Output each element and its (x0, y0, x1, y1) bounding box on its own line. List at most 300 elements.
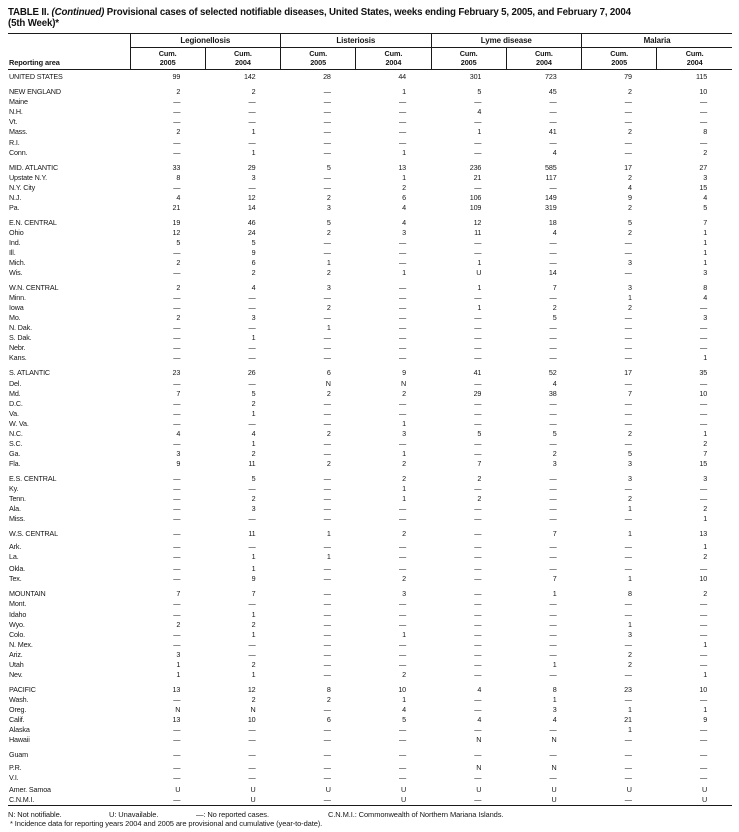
territory-row (8, 745, 732, 760)
case-count-cell: — (398, 762, 407, 772)
notifiable-diseases-table (8, 33, 732, 807)
case-count-cell: 1 (326, 551, 331, 561)
case-count-cell: — (624, 564, 632, 574)
case-count-cell: 2 (703, 504, 708, 514)
reporting-area-cell: S.C. (9, 438, 23, 448)
case-count-cell: 7 (251, 589, 256, 599)
case-count-cell: — (700, 735, 708, 745)
case-count-cell: — (323, 473, 331, 483)
case-count-cell: — (173, 772, 181, 782)
case-count-cell: — (474, 353, 482, 363)
case-count-cell: 2 (326, 428, 331, 438)
case-count-cell: 2 (627, 303, 632, 313)
state-row (8, 173, 732, 183)
table-header (8, 33, 732, 69)
case-count-cell: 319 (545, 202, 557, 212)
case-count-cell: — (474, 147, 482, 157)
case-count-cell: — (173, 564, 181, 574)
territory-row (8, 795, 732, 806)
case-count-cell: 6 (326, 714, 331, 724)
case-count-cell: — (700, 750, 708, 760)
case-count-cell: 6 (402, 192, 407, 202)
state-row (8, 303, 732, 313)
case-count-cell: 109 (469, 202, 482, 212)
cum-year-header: Cum. 2005 (431, 47, 506, 69)
case-count-cell: 2 (627, 659, 632, 669)
case-count-cell: — (248, 303, 256, 313)
state-row (8, 138, 732, 148)
case-count-cell: — (549, 564, 557, 574)
state-row (8, 705, 732, 715)
case-count-cell: — (248, 772, 256, 782)
case-count-cell: U (702, 785, 708, 795)
case-count-cell: — (700, 762, 708, 772)
case-count-cell: — (173, 343, 181, 353)
reporting-area-cell: Mo. (9, 313, 21, 323)
case-count-cell: — (398, 504, 407, 514)
case-count-cell: 4 (703, 293, 708, 303)
case-count-cell: 2 (326, 303, 331, 313)
case-count-cell: 10 (699, 684, 708, 694)
reporting-area-cell: N. Dak. (9, 323, 32, 333)
case-count-cell: 3 (703, 313, 708, 323)
case-count-cell: — (248, 107, 256, 117)
case-count-cell: U (250, 785, 256, 795)
case-count-cell: — (173, 418, 181, 428)
case-count-cell: — (173, 408, 181, 418)
case-count-cell: 2 (251, 448, 256, 458)
case-count-cell: 7 (703, 217, 708, 227)
case-count-cell: 1 (251, 408, 256, 418)
case-count-cell: 14 (548, 268, 557, 278)
case-count-cell: — (248, 639, 256, 649)
state-row (8, 439, 732, 449)
case-count-cell: — (323, 107, 331, 117)
case-count-cell: — (624, 694, 632, 704)
case-count-cell: 1 (703, 428, 708, 438)
case-count-cell: 3 (627, 629, 632, 639)
case-count-cell: 1 (251, 147, 256, 157)
case-count-cell: 4 (402, 202, 407, 212)
case-count-cell: — (248, 378, 256, 388)
case-count-cell: 10 (699, 574, 708, 584)
case-count-cell: — (323, 629, 331, 639)
reporting-area-cell: V.I. (9, 772, 19, 782)
case-count-cell: — (398, 639, 407, 649)
case-count-cell: 2 (176, 87, 181, 97)
case-count-cell: 1 (477, 283, 482, 293)
case-count-cell: — (398, 514, 407, 524)
reporting-area-cell: Mich. (9, 258, 26, 268)
case-count-cell: 41 (473, 368, 482, 378)
case-count-cell: — (474, 514, 482, 524)
case-count-cell: — (173, 574, 181, 584)
case-count-cell: — (474, 378, 482, 388)
case-count-cell: — (173, 268, 181, 278)
case-count-cell: — (624, 408, 632, 418)
case-count-cell: — (700, 629, 708, 639)
state-row (8, 735, 732, 745)
state-row (8, 343, 732, 353)
case-count-cell: 24 (247, 227, 256, 237)
territory-row (8, 783, 732, 796)
case-count-cell: — (323, 795, 331, 805)
case-count-cell: — (398, 408, 407, 418)
reporting-area-cell: Ind. (9, 237, 21, 247)
case-count-cell: — (474, 609, 482, 619)
reporting-area-cell: Md. (9, 388, 21, 398)
case-count-cell: — (323, 182, 331, 192)
case-count-cell: 2 (703, 551, 708, 561)
state-row (8, 494, 732, 504)
case-count-cell: — (549, 323, 557, 333)
case-count-cell: 1 (251, 564, 256, 574)
case-count-cell: — (173, 378, 181, 388)
case-count-cell: — (624, 514, 632, 524)
case-count-cell: — (474, 137, 482, 147)
case-count-cell: — (398, 323, 407, 333)
reporting-area-cell: Hawaii (9, 735, 30, 745)
footnote-legend (8, 810, 733, 819)
case-count-cell: — (173, 107, 181, 117)
case-count-cell: 15 (699, 458, 708, 468)
case-count-cell: 2 (251, 694, 256, 704)
case-count-cell: 2 (402, 473, 407, 483)
case-count-cell: 1 (627, 725, 632, 735)
case-count-cell: — (474, 659, 482, 669)
case-count-cell: — (173, 762, 181, 772)
case-count-cell: — (474, 599, 482, 609)
case-count-cell: 10 (247, 714, 256, 724)
case-count-cell: — (549, 619, 557, 629)
footnote-legend-item: U: Unavailable. (109, 810, 159, 820)
group-header-lyme-disease: Lyme disease (431, 33, 582, 47)
case-count-cell: — (700, 484, 708, 493)
case-count-cell: — (624, 609, 632, 619)
case-count-cell: — (323, 353, 331, 363)
case-count-cell: 8 (627, 589, 632, 599)
case-count-cell: — (624, 313, 632, 323)
case-count-cell: — (173, 599, 181, 609)
case-count-cell: — (248, 97, 256, 107)
case-count-cell: 1 (251, 551, 256, 561)
case-count-cell: N (476, 762, 482, 772)
case-count-cell: — (398, 237, 407, 247)
case-count-cell: — (323, 343, 331, 353)
table-title-rest: Provisional cases of selected notifiable diseases, United States, weeks ending February 5, 2005, and February 7, 2004 (104, 7, 631, 18)
case-count-cell: — (323, 237, 331, 247)
case-count-cell: — (323, 494, 331, 504)
case-count-cell: — (549, 117, 557, 127)
case-count-cell: — (474, 639, 482, 649)
case-count-cell: — (474, 343, 482, 353)
case-count-cell: 10 (699, 87, 708, 97)
cum-year-header: Cum. 2005 (582, 47, 657, 69)
case-count-cell: — (248, 762, 256, 772)
case-count-cell: 4 (477, 684, 482, 694)
case-count-cell: — (624, 117, 632, 127)
case-count-cell: — (474, 772, 482, 782)
case-count-cell: — (173, 735, 181, 745)
case-count-cell: — (173, 147, 181, 157)
case-count-cell: — (624, 484, 632, 493)
case-count-cell: — (474, 725, 482, 735)
case-count-cell: — (624, 772, 632, 782)
group-header-malaria: Malaria (582, 33, 733, 47)
state-row (8, 107, 732, 117)
case-count-cell: — (549, 599, 557, 609)
case-count-cell: 9 (251, 574, 256, 584)
case-count-cell: 2 (402, 669, 407, 679)
reporting-area-cell: P.R. (9, 762, 22, 772)
case-count-cell: — (549, 398, 557, 408)
case-count-cell: 3 (627, 258, 632, 268)
case-count-cell: 3 (326, 283, 331, 293)
case-count-cell: 12 (247, 684, 256, 694)
case-count-cell: — (624, 541, 632, 551)
case-count-cell: 2 (402, 529, 407, 539)
case-count-cell: 8 (552, 684, 557, 694)
reporting-area-cell: Nev. (9, 669, 23, 679)
reporting-area-cell: N. Mex. (9, 639, 33, 649)
case-count-cell: 18 (548, 217, 557, 227)
case-count-cell: N (325, 378, 331, 388)
reporting-area-cell: Upstate N.Y. (9, 172, 48, 182)
case-count-cell: — (173, 473, 181, 483)
case-count-cell: 9 (176, 458, 181, 468)
case-count-cell: 8 (326, 684, 331, 694)
case-count-cell: 2 (251, 494, 256, 504)
reporting-area-cell: Amer. Samoa (9, 785, 51, 795)
case-count-cell: 3 (627, 283, 632, 293)
case-count-cell: 3 (627, 473, 632, 483)
case-count-cell: 2 (627, 127, 632, 137)
case-count-cell: — (398, 619, 407, 629)
reporting-area-cell: Mass. (9, 127, 28, 137)
case-count-cell: — (624, 378, 632, 388)
case-count-cell: 5 (627, 448, 632, 458)
case-count-cell: 1 (402, 694, 407, 704)
state-row (8, 562, 732, 575)
case-count-cell: 142 (243, 72, 256, 82)
case-count-cell: — (700, 564, 708, 574)
case-count-cell: — (700, 725, 708, 735)
case-count-cell: — (549, 514, 557, 524)
reporting-area-cell: Alaska (9, 725, 30, 735)
case-count-cell: — (474, 589, 482, 599)
case-count-cell: 723 (545, 72, 557, 82)
region-row (8, 213, 732, 228)
reporting-area-cell: S. ATLANTIC (9, 368, 50, 378)
case-count-cell: 99 (172, 72, 181, 82)
case-count-cell: 1 (552, 694, 557, 704)
case-count-cell: — (624, 343, 632, 353)
case-count-cell: 1 (176, 659, 181, 669)
state-row (8, 514, 732, 524)
reporting-area-cell: N.Y. City (9, 182, 36, 192)
case-count-cell: 1 (703, 237, 708, 247)
reporting-area-cell: Okla. (9, 564, 26, 574)
case-count-cell: — (549, 343, 557, 353)
case-count-cell: 2 (627, 87, 632, 97)
case-count-cell: 3 (326, 202, 331, 212)
case-count-cell: — (248, 514, 256, 524)
case-count-cell: 1 (627, 529, 632, 539)
case-count-cell: — (474, 438, 482, 448)
case-count-cell: 1 (251, 629, 256, 639)
case-count-cell: 2 (703, 589, 708, 599)
state-row (8, 670, 732, 680)
state-row (8, 353, 732, 363)
reporting-area-cell: MOUNTAIN (9, 589, 46, 599)
state-row (8, 695, 732, 705)
case-count-cell: 29 (247, 162, 256, 172)
case-count-cell: — (248, 293, 256, 303)
case-count-cell: 6 (326, 368, 331, 378)
case-count-cell: 4 (251, 283, 256, 293)
case-count-cell: — (549, 669, 557, 679)
case-count-cell: 46 (247, 217, 256, 227)
case-count-cell: N (250, 704, 256, 714)
case-count-cell: 17 (624, 162, 632, 172)
state-row (8, 117, 732, 127)
case-count-cell: — (474, 484, 482, 493)
case-count-cell: — (624, 762, 632, 772)
case-count-cell: 7 (552, 283, 557, 293)
case-count-cell: U (400, 795, 407, 805)
case-count-cell: — (624, 97, 632, 107)
reporting-area-cell: N.J. (9, 192, 22, 202)
case-count-cell: 301 (469, 72, 482, 82)
case-count-cell: — (248, 649, 256, 659)
case-count-cell: 4 (251, 428, 256, 438)
us-total-row (8, 70, 732, 83)
case-count-cell: 7 (477, 458, 482, 468)
case-count-cell: 2 (402, 574, 407, 584)
case-count-cell: — (173, 551, 181, 561)
case-count-cell: — (549, 541, 557, 551)
case-count-cell: — (624, 551, 632, 561)
case-count-cell: — (173, 117, 181, 127)
table-title-continued: (Continued) (51, 7, 105, 18)
case-count-cell: 3 (703, 172, 708, 182)
state-row (8, 389, 732, 399)
case-count-cell: — (474, 182, 482, 192)
case-count-cell: — (700, 343, 708, 353)
case-count-cell: 5 (402, 714, 407, 724)
case-count-cell: — (549, 97, 557, 107)
reporting-area-cell: Wyo. (9, 619, 25, 629)
case-count-cell: — (323, 589, 331, 599)
case-count-cell: — (248, 725, 256, 735)
reporting-area-cell: Calif. (9, 714, 25, 724)
case-count-cell: — (323, 448, 331, 458)
case-count-cell: 8 (176, 172, 181, 182)
case-count-cell: — (248, 343, 256, 353)
case-count-cell: 1 (627, 619, 632, 629)
reporting-area-cell: N.H. (9, 107, 23, 117)
reporting-area-cell: Guam (9, 750, 28, 760)
case-count-cell: — (624, 438, 632, 448)
case-count-cell: N (175, 704, 181, 714)
case-count-cell: 3 (627, 458, 632, 468)
case-count-cell: — (173, 750, 181, 760)
case-count-cell: — (624, 137, 632, 147)
state-row (8, 379, 732, 389)
case-count-cell: 27 (699, 162, 708, 172)
cum-year-header: Cum. 2005 (281, 47, 356, 69)
reporting-area-cell: Ark. (9, 541, 22, 551)
reporting-area-cell: MID. ATLANTIC (9, 162, 59, 172)
case-count-cell: — (398, 599, 407, 609)
case-count-cell: — (700, 772, 708, 782)
reporting-area-cell: Colo. (9, 629, 26, 639)
case-count-cell: U (551, 785, 557, 795)
case-count-cell: 4 (402, 704, 407, 714)
case-count-cell: — (323, 398, 331, 408)
case-count-cell: 9 (627, 192, 632, 202)
case-count-cell: 3 (251, 313, 256, 323)
reporting-area-cell: E.S. CENTRAL (9, 473, 57, 483)
case-count-cell: — (624, 735, 632, 745)
case-count-cell: 2 (627, 494, 632, 504)
case-count-cell: 3 (251, 172, 256, 182)
state-row (8, 127, 732, 137)
case-count-cell: — (398, 353, 407, 363)
case-count-cell: U (551, 795, 557, 805)
case-count-cell: 12 (172, 227, 181, 237)
case-count-cell: 9 (251, 247, 256, 257)
region-row (8, 363, 732, 378)
state-row (8, 429, 732, 439)
case-count-cell: — (323, 97, 331, 107)
case-count-cell: — (474, 704, 482, 714)
case-count-cell: 5 (176, 237, 181, 247)
table-title-line1 (8, 7, 733, 18)
case-count-cell: 5 (552, 313, 557, 323)
case-count-cell: 149 (545, 192, 557, 202)
case-count-cell: — (323, 408, 331, 418)
state-row (8, 630, 732, 640)
case-count-cell: 1 (402, 268, 407, 278)
case-count-cell: U (476, 268, 482, 278)
case-count-cell: 3 (402, 589, 407, 599)
case-count-cell: — (549, 639, 557, 649)
case-count-cell: 2 (703, 147, 708, 157)
case-count-cell: — (624, 669, 632, 679)
case-count-cell: 28 (323, 72, 331, 82)
case-count-cell: — (474, 448, 482, 458)
case-count-cell: — (624, 398, 632, 408)
case-count-cell: 2 (477, 473, 482, 483)
reporting-area-cell: Conn. (9, 147, 28, 157)
case-count-cell: 3 (552, 704, 557, 714)
case-count-cell: 12 (473, 217, 482, 227)
case-count-cell: 4 (627, 182, 632, 192)
case-count-cell: 1 (627, 504, 632, 514)
state-row (8, 409, 732, 419)
case-count-cell: 45 (548, 87, 557, 97)
case-count-cell: 2 (627, 172, 632, 182)
case-count-cell: 1 (326, 258, 331, 268)
case-count-cell: 1 (703, 247, 708, 257)
case-count-cell: — (549, 237, 557, 247)
case-count-cell: — (624, 599, 632, 609)
case-count-cell: — (549, 333, 557, 343)
case-count-cell: U (476, 785, 482, 795)
case-count-cell: U (325, 785, 331, 795)
case-count-cell: 2 (326, 227, 331, 237)
